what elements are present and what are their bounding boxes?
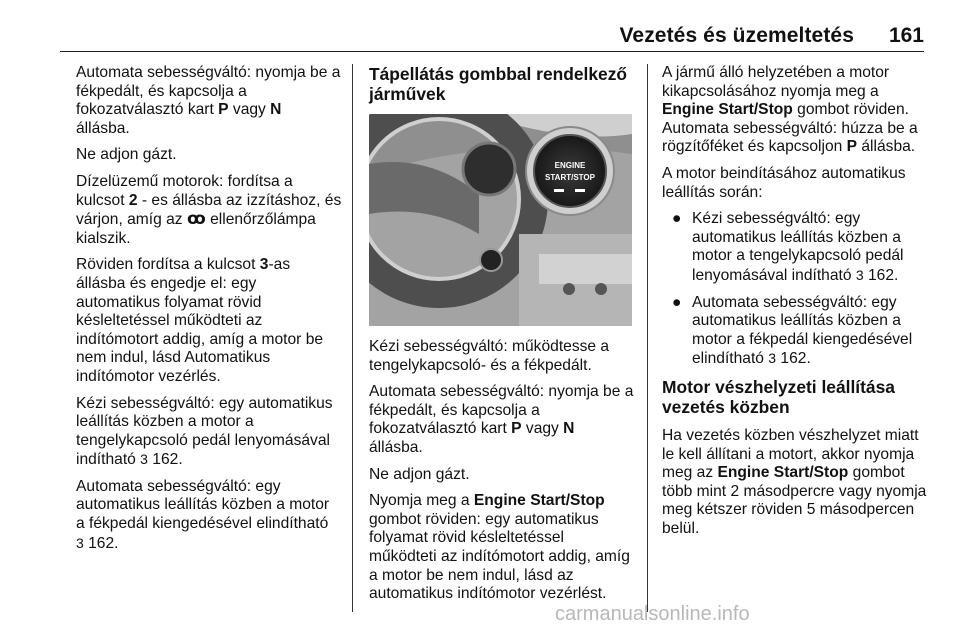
paragraph: A jármű álló helyzetében a motor kikapcsolásához nyomja meg a Engine Start/Stop gombot röviden. Automata sebességváltó: húzza be a rögzítőféket és kapcsoljon P állásba. [662, 64, 918, 156]
list-item: ● Kézi sebességváltó: egy automatikus leállítás közben a motor a tengelykapcsoló pedál lenyomásával indítható 3 162. [672, 210, 904, 284]
column-1 [76, 64, 342, 561]
button-label-line1: ENGINE [554, 161, 586, 170]
page-reference-icon: 3 [76, 534, 84, 551]
column-2 [369, 64, 635, 612]
paragraph: Automata sebességváltó: nyomja be a fékpedált, és kapcsolja a fokozatválasztó kart P vagy N állásba. [369, 383, 634, 456]
page-number: 161 [888, 24, 924, 47]
button-label-line2: START/STOP [545, 173, 595, 182]
paragraph: A motor beindításához automatikus leállítás során: [662, 164, 906, 201]
paragraph: Ne adjon gázt. [76, 146, 177, 164]
column-divider-2 [647, 64, 648, 612]
bullet-icon: ● [672, 210, 682, 228]
section-heading: Motor vészhelyzeti leállítása vezetés közben [662, 376, 895, 417]
paragraph: Dízelüzemű motorok: fordítsa a kulcsot 2 - es állásba az izzításhoz, és várjon, amíg az ꝏ ellenőrzőlámpa kialszik. [76, 172, 342, 247]
engine-start-stop-figure [369, 114, 632, 326]
paragraph: Ha vezetés közben vészhelyzet miatt le kell állítani a motort, akkor nyomja meg az Engine Start/Stop gombot több mint 2 másodpercre vagy nyomja meg kétszer röviden 5 másodpercen belül. [662, 426, 927, 537]
page-reference-icon: 3 [855, 266, 864, 283]
watermark: carmanualsonline.info [555, 603, 750, 625]
section-heading: Tápellátás gombbal rendelkező járművek [369, 64, 628, 104]
page-reference-icon: 3 [768, 350, 777, 367]
column-divider-1 [352, 64, 353, 612]
column-3 [662, 64, 930, 546]
glow-plug-icon: ꝏ [186, 209, 206, 229]
page-title: Vezetés és üzemeltetés [619, 24, 854, 47]
page-reference-icon: 3 [140, 451, 148, 468]
bullet-icon: ● [672, 293, 682, 311]
paragraph: Röviden fordítsa a kulcsot 3-as állásba és engedje el: egy automatikus folyamat rövid késleltetéssel működteti az indítómotort addig, amíg a motor be nem indul, lásd Automatikus indítómotor vezérlés. [76, 256, 324, 385]
bullet-list [662, 210, 930, 369]
header-rule [60, 51, 924, 52]
paragraph: Automata sebességváltó: nyomja be a fékpedált, és kapcsolja a fokozatválasztó kart P vagy N állásba. [76, 64, 341, 137]
paragraph: Kézi sebességváltó: egy automatikus leállítás közben a motor a tengelykapcsoló pedál lenyomásával indítható 3 162. [76, 394, 333, 469]
list-item: ● Automata sebességváltó: egy automatikus leállítás közben a motor a fékpedál kiengedésével elindítható 3 162. [672, 293, 913, 368]
paragraph: Kézi sebességváltó: működtesse a tengelykapcsoló- és a fékpedált. [369, 338, 610, 374]
paragraph: Automata sebességváltó: egy automatikus leállítás közben a motor a fékpedál kiengedésével elindítható 3 162. [76, 477, 330, 552]
paragraph: Nyomja meg a Engine Start/Stop gombot röviden: egy automatikus folyamat rövid késleltetéssel működteti az indítómotort addig, amíg a motor be nem indul, lásd az automatikus indítómotor vezérlést. [369, 492, 630, 603]
paragraph: Ne adjon gázt. [369, 465, 470, 483]
